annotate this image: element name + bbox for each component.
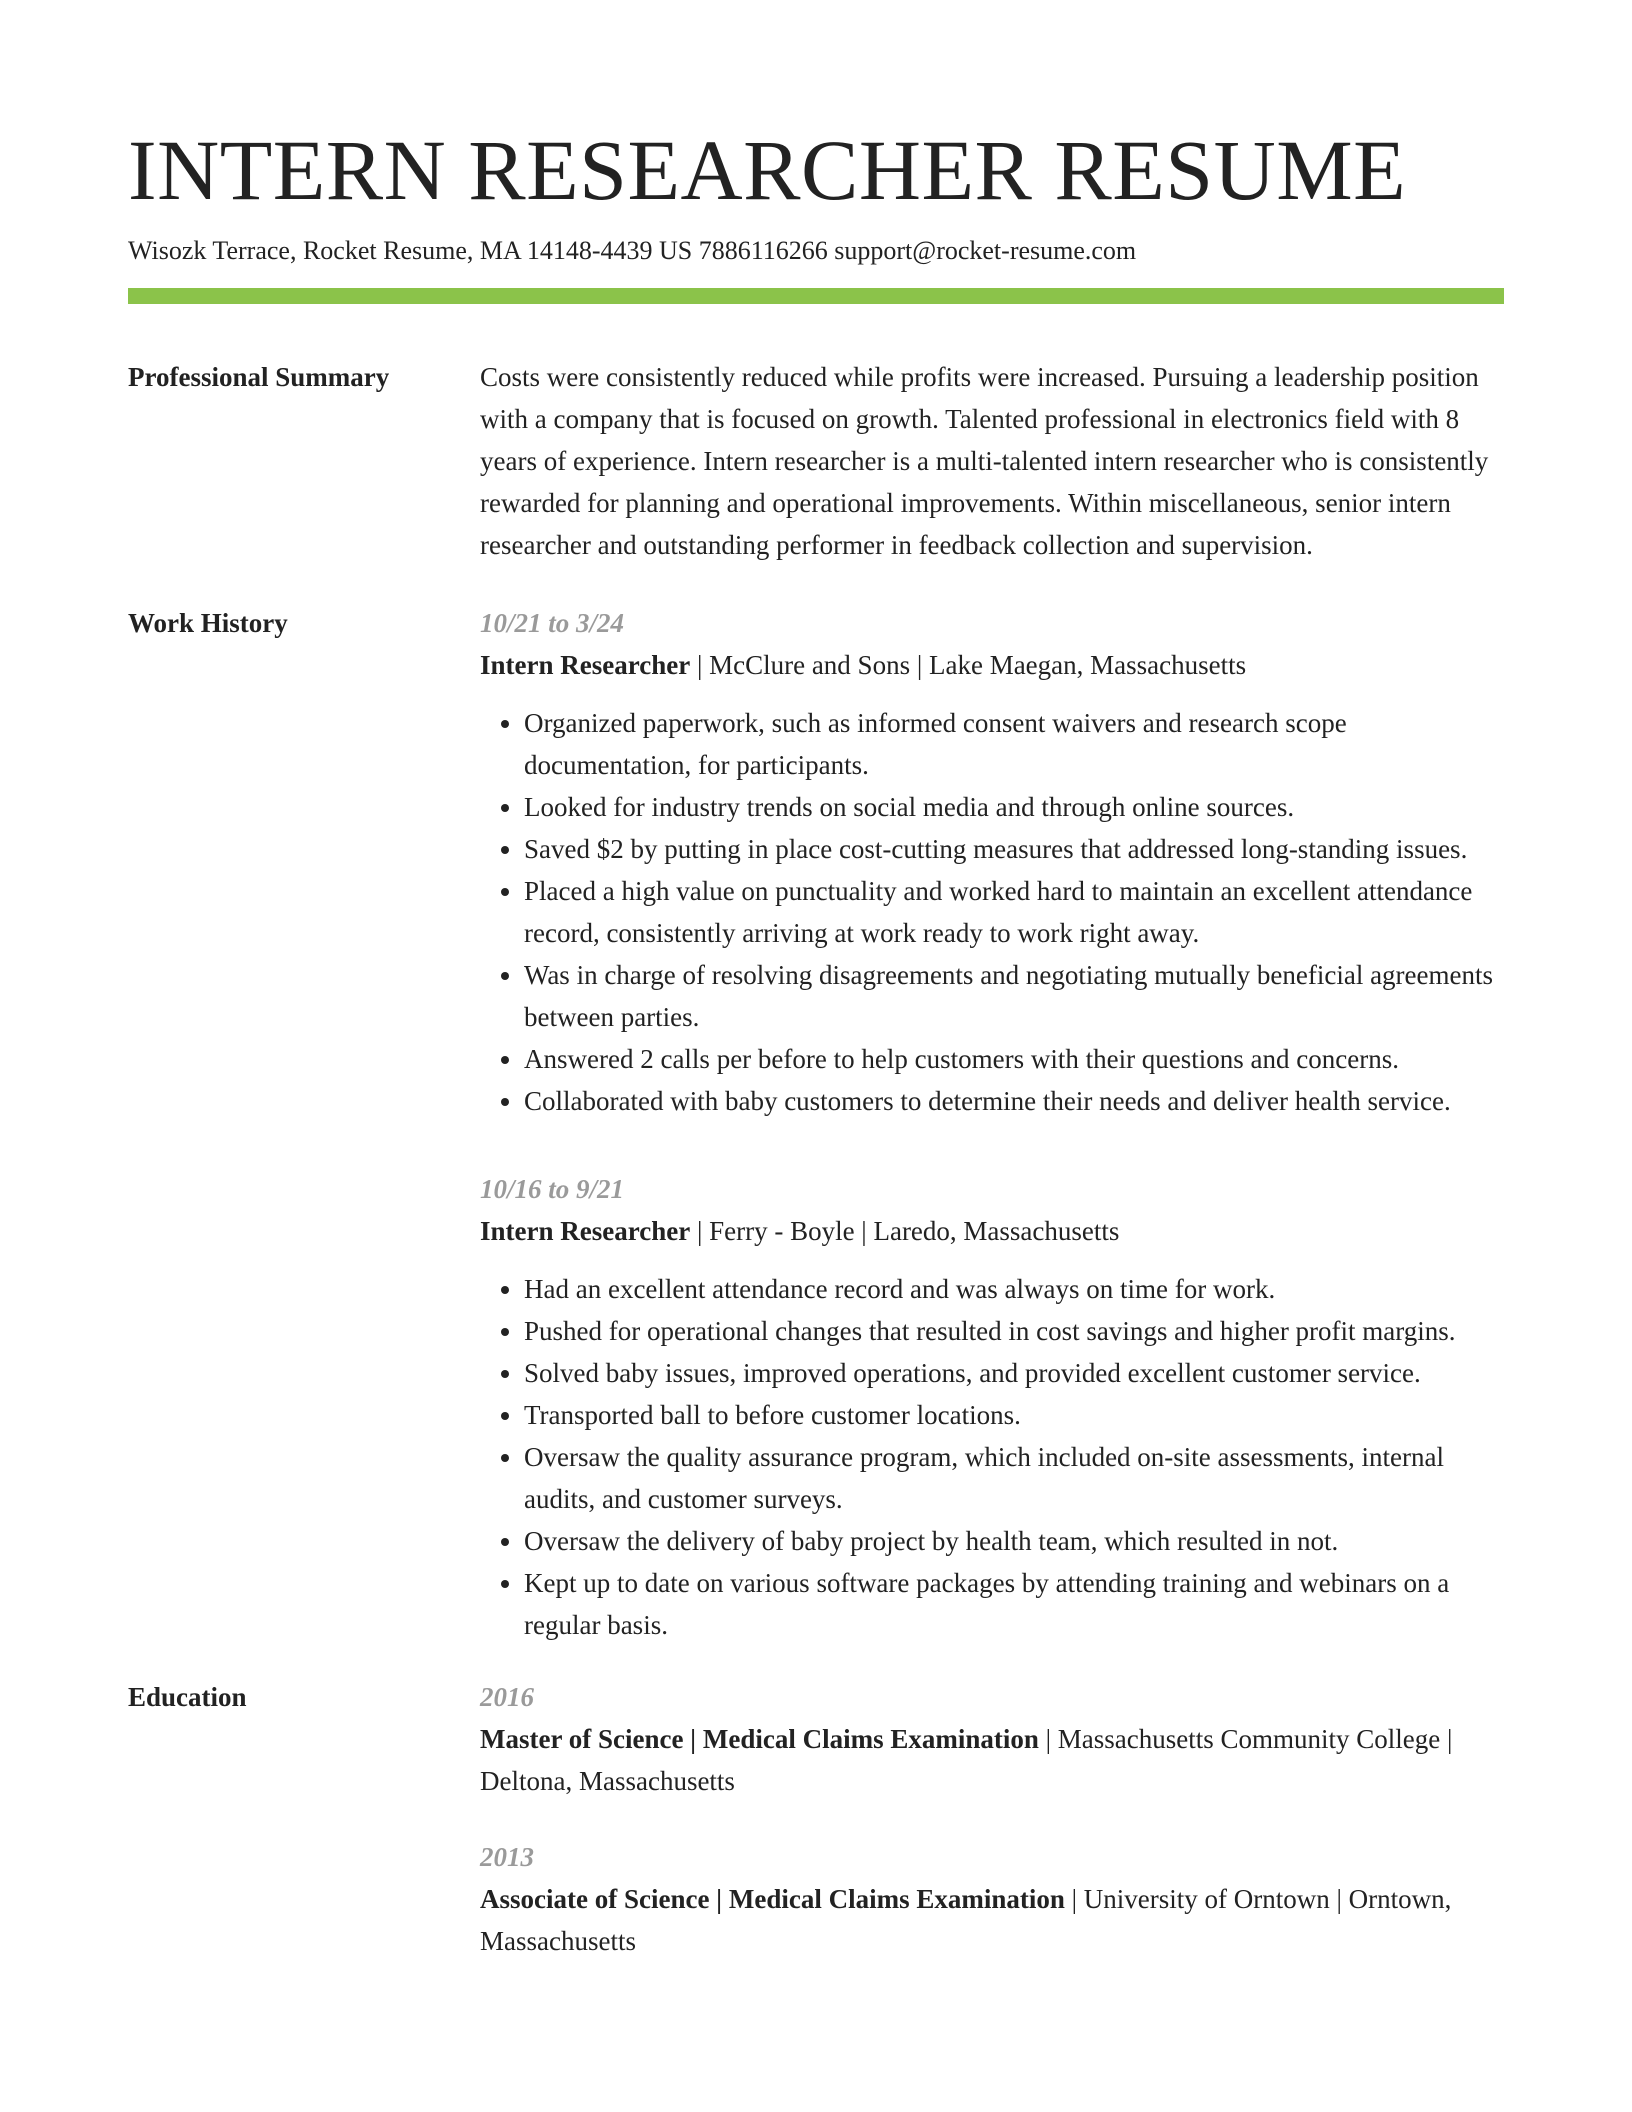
- job-entry: [480, 1168, 1504, 1646]
- section-label-work: Work History: [128, 608, 288, 638]
- summary-body: [480, 356, 1504, 566]
- job-entry: [480, 602, 1504, 1122]
- list-item: • Kept up to date on various software packages by attending training and webinars on a regular basis.: [524, 1562, 1504, 1646]
- degree-title: Associate of Science | Medical Claims Examination: [480, 1884, 1065, 1914]
- job-dates: 10/16 to 9/21: [480, 1174, 625, 1204]
- education-year: 2013: [480, 1842, 534, 1872]
- education-line: [480, 1718, 1504, 1802]
- work-body: [480, 602, 1504, 1646]
- job-details: | Ferry - Boyle | Laredo, Massachusetts: [690, 1216, 1120, 1246]
- list-item: • Was in charge of resolving disagreements and negotiating mutually beneficial agreements between parties.: [524, 954, 1504, 1038]
- list-item: • Solved baby issues, improved operations, and provided excellent customer service.: [524, 1352, 1504, 1394]
- list-item: • Collaborated with baby customers to determine their needs and deliver health service.: [524, 1080, 1504, 1122]
- work-section: [128, 602, 1504, 1646]
- job-bullets: [480, 702, 1504, 1122]
- job-line: [480, 1210, 1504, 1252]
- section-label-education: Education: [128, 1682, 247, 1712]
- list-item: • Oversaw the quality assurance program, which included on-site assessments, internal audits, and customer surveys.: [524, 1436, 1504, 1520]
- education-section: [128, 1676, 1504, 1962]
- degree-title: Master of Science | Medical Claims Examination: [480, 1724, 1039, 1754]
- section-label-summary: Professional Summary: [128, 362, 390, 392]
- contact-line: Wisozk Terrace, Rocket Resume, MA 14148-4439 US 7886116266 support@rocket-resume.com: [128, 236, 1137, 265]
- list-item: • Answered 2 calls per before to help customers with their questions and concerns.: [524, 1038, 1504, 1080]
- list-item: • Oversaw the delivery of baby project by health team, which resulted in not.: [524, 1520, 1504, 1562]
- education-year: 2016: [480, 1682, 534, 1712]
- list-item: • Looked for industry trends on social media and through online sources.: [524, 786, 1504, 828]
- job-bullets: [480, 1268, 1504, 1646]
- resume-page: [128, 120, 1504, 1962]
- list-item: • Placed a high value on punctuality and worked hard to maintain an excellent attendance record, consistently arriving at work ready to work right away.: [524, 870, 1504, 954]
- education-entry: [480, 1836, 1504, 1962]
- list-item: • Had an excellent attendance record and was always on time for work.: [524, 1268, 1504, 1310]
- list-item: • Transported ball to before customer locations.: [524, 1394, 1504, 1436]
- job-dates: 10/21 to 3/24: [480, 608, 625, 638]
- job-title: Intern Researcher: [480, 1216, 691, 1246]
- summary-section: [128, 356, 1504, 566]
- education-details: | University of Orntown | Orntown, Massachusetts: [480, 1884, 1452, 1956]
- education-details: | Massachusetts Community College | Deltona, Massachusetts: [480, 1724, 1453, 1796]
- job-title: Intern Researcher: [480, 650, 691, 680]
- list-item: • Organized paperwork, such as informed consent waivers and research scope documentation, for participants.: [524, 702, 1504, 786]
- education-entry: [480, 1676, 1504, 1802]
- job-line: [480, 644, 1504, 686]
- list-item: • Pushed for operational changes that resulted in cost savings and higher profit margins.: [524, 1310, 1504, 1352]
- page-title: INTERN RESEARCHER RESUME: [128, 122, 1407, 218]
- list-item: • Saved $2 by putting in place cost-cutting measures that addressed long-standing issues.: [524, 828, 1504, 870]
- education-body: [480, 1676, 1504, 1962]
- accent-divider: [128, 288, 1504, 304]
- summary-text: Costs were consistently reduced while profits were increased. Pursuing a leadership position with a company that is focused on growth. Talented professional in electronics field with 8 years of experience. Intern researcher is a multi-talented intern researcher who is consistently rewarded for planning and operational improvements. Within miscellaneous, senior intern researcher and outstanding performer in feedback collection and supervision.: [480, 362, 1489, 560]
- job-details: | McClure and Sons | Lake Maegan, Massachusetts: [690, 650, 1247, 680]
- education-line: [480, 1878, 1504, 1962]
